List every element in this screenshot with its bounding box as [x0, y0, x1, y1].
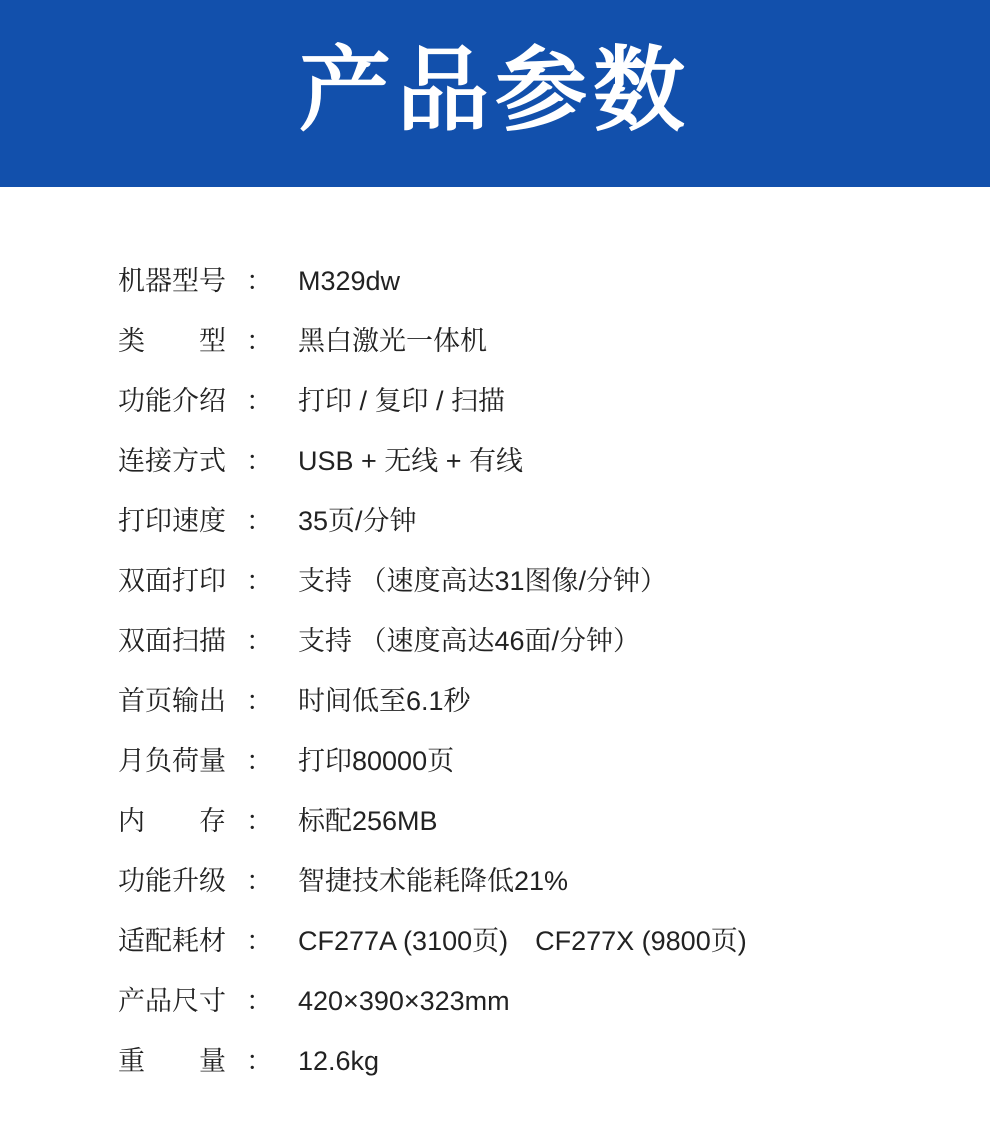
spec-row — [118, 979, 990, 1039]
spec-value: 时间低至6.1秒 — [298, 686, 471, 716]
spec-list — [0, 259, 990, 1099]
page-banner — [0, 0, 990, 187]
spec-value: 35页/分钟 — [298, 506, 417, 536]
spec-label: 首页输出 ： — [118, 686, 273, 716]
spec-value: 支持 （速度高达31图像/分钟） — [298, 566, 668, 596]
spec-label: 双面打印 ： — [118, 566, 273, 596]
spec-value: 支持 （速度高达46面/分钟） — [298, 626, 641, 656]
spec-value: 12.6kg — [298, 1046, 380, 1076]
spec-label: 适配耗材 ： — [118, 926, 273, 956]
spec-row — [118, 439, 990, 499]
spec-label: 机器型号 ： — [118, 266, 273, 296]
spec-row — [118, 679, 990, 739]
spec-row — [118, 799, 990, 859]
spec-label: 连接方式 ： — [118, 446, 273, 476]
spec-row — [118, 559, 990, 619]
spec-value: M329dw — [298, 266, 401, 296]
spec-row — [118, 499, 990, 559]
spec-label: 重 量 ： — [118, 1046, 273, 1076]
spec-label: 内 存 ： — [118, 806, 273, 836]
spec-value: 打印 / 复印 / 扫描 — [298, 386, 506, 416]
spec-label: 产品尺寸 ： — [118, 986, 273, 1016]
spec-label: 月负荷量 ： — [118, 746, 273, 776]
spec-value: USB + 无线 + 有线 — [298, 446, 524, 476]
spec-value: 标配256MB — [298, 806, 438, 836]
spec-row — [118, 379, 990, 439]
spec-label: 功能介绍 ： — [118, 386, 273, 416]
spec-row — [118, 739, 990, 799]
spec-label: 功能升级 ： — [118, 866, 273, 896]
spec-row — [118, 1039, 990, 1099]
spec-row — [118, 859, 990, 919]
spec-label: 类 型 ： — [118, 326, 273, 356]
spec-row — [118, 619, 990, 679]
spec-value: 打印80000页 — [298, 746, 455, 776]
spec-row — [118, 259, 990, 319]
spec-value: 420×390×323mm — [298, 986, 510, 1016]
spec-value: 智捷技术能耗降低21% — [298, 866, 569, 896]
spec-label: 打印速度 ： — [118, 506, 273, 536]
spec-value: CF277A (3100页) CF277X (9800页) — [298, 926, 747, 956]
spec-row — [118, 319, 990, 379]
page-title: 产品参数 — [298, 36, 691, 144]
spec-row — [118, 919, 990, 979]
spec-label: 双面扫描 ： — [118, 626, 273, 656]
spec-value: 黑白激光一体机 — [298, 326, 487, 356]
